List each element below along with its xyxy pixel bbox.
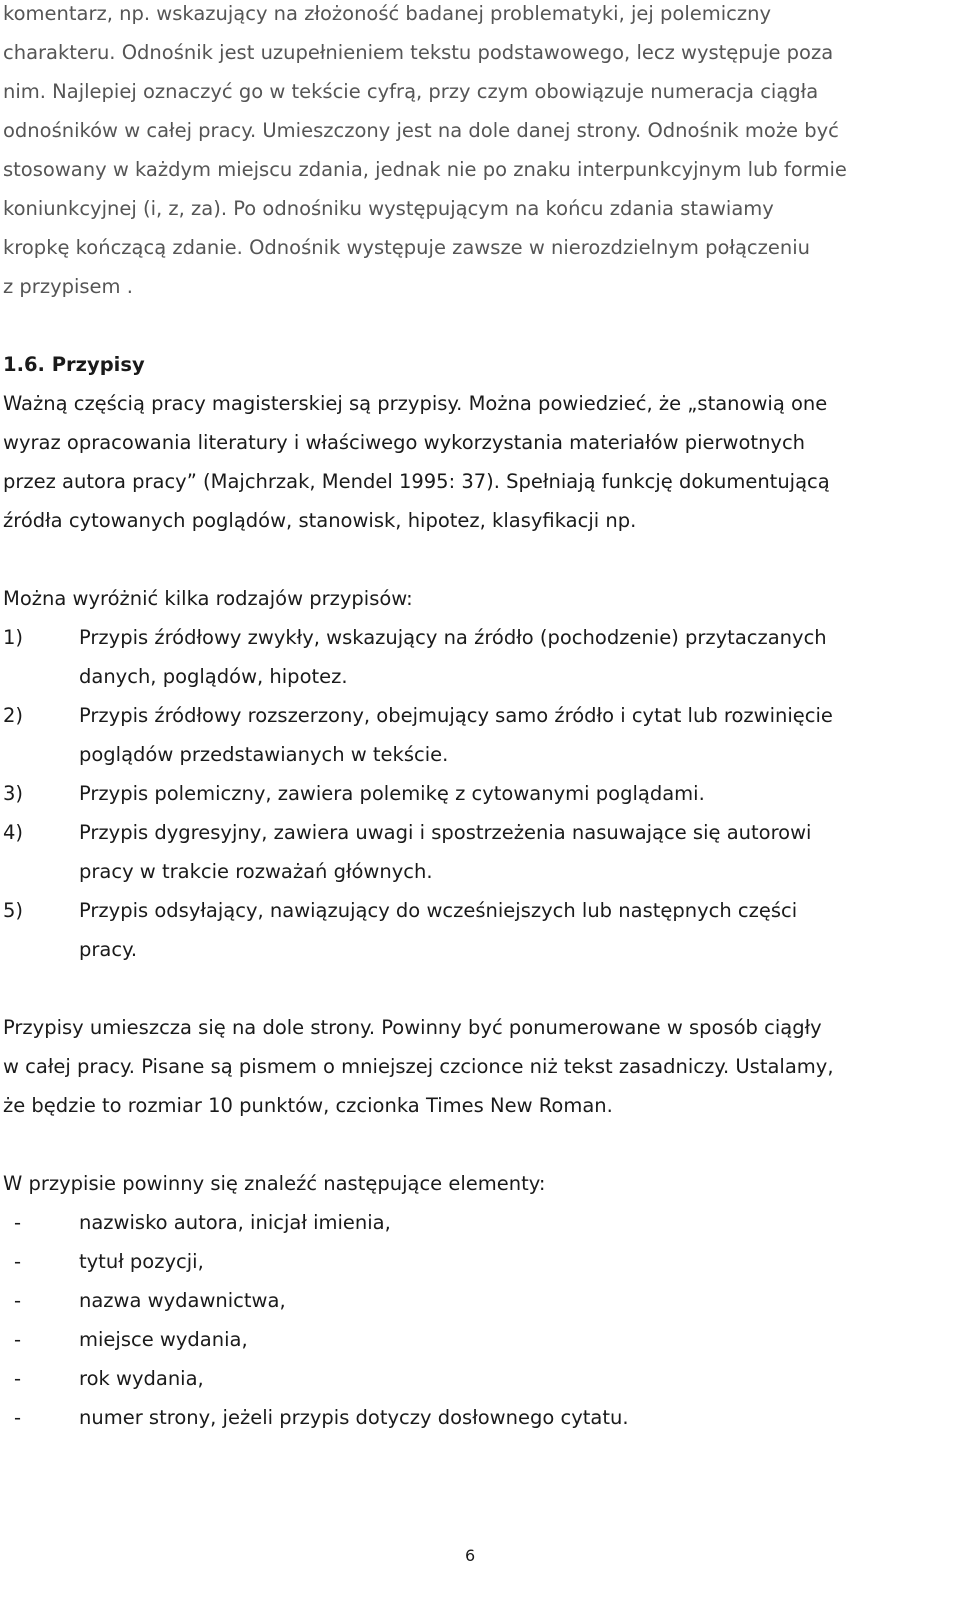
dash-bullet: - [14,1250,22,1273]
list-item-line: danych, poglądów, hipotez. [79,665,348,688]
intro-line: koniunkcyjnej (i, z, za). Po odnośniku występującym na końcu zdania stawiamy [3,197,774,220]
list-item-line: poglądów przedstawianych w tekście. [79,743,449,766]
paragraph-line: przez autora pracy” (Majchrzak, Mendel 1995: 37). Spełniają funkcję dokumentującą [3,470,830,493]
element-item: nazwa wydawnictwa, [79,1289,286,1312]
list-item-line: Przypis źródłowy rozszerzony, obejmujący samo źródło i cytat lub rozwinięcie [79,704,833,727]
paragraph-line: że będzie to rozmiar 10 punktów, czcionka Times New Roman. [3,1094,613,1117]
section-heading: 1.6. Przypisy [3,353,145,376]
element-item: nazwisko autora, inicjał imienia, [79,1211,391,1234]
element-item: rok wydania, [79,1367,204,1390]
list-marker: 3) [3,782,24,805]
list-item-line: Przypis odsyłający, nawiązujący do wcześniejszych lub następnych części [79,899,798,922]
paragraph-line: źródła cytowanych poglądów, stanowisk, hipotez, klasyfikacji np. [3,509,637,532]
list-marker: 4) [3,821,24,844]
list-item-line: pracy. [79,938,138,961]
paragraph-line: Przypisy umieszcza się na dole strony. Powinny być ponumerowane w sposób ciągły [3,1016,822,1039]
list-item-line: pracy w trakcie rozważań głównych. [79,860,433,883]
intro-line: komentarz, np. wskazujący na złożoność badanej problematyki, jej polemiczny [3,2,772,25]
intro-line: nim. Najlepiej oznaczyć go w tekście cyfrą, przy czym obowiązuje numeracja ciągła [3,80,819,103]
paragraph-line: w całej pracy. Pisane są pismem o mniejszej czcionce niż tekst zasadniczy. Ustalamy, [3,1055,834,1078]
list-intro: Można wyróżnić kilka rodzajów przypisów: [3,587,413,610]
dash-bullet: - [14,1328,22,1351]
element-item: tytuł pozycji, [79,1250,204,1273]
page-number: 6 [465,1546,476,1565]
elements-intro: W przypisie powinny się znaleźć następujące elementy: [3,1172,546,1195]
intro-line: odnośników w całej pracy. Umieszczony jest na dole danej strony. Odnośnik może być [3,119,839,142]
intro-line: charakteru. Odnośnik jest uzupełnieniem tekstu podstawowego, lecz występuje poza [3,41,834,64]
intro-line: z przypisem . [3,275,133,298]
element-item: miejsce wydania, [79,1328,248,1351]
list-item-line: Przypis źródłowy zwykły, wskazujący na źródło (pochodzenie) przytaczanych [79,626,827,649]
intro-line: kropkę kończącą zdanie. Odnośnik występuje zawsze w nierozdzielnym połączeniu [3,236,810,259]
dash-bullet: - [14,1211,22,1234]
list-item-line: Przypis polemiczny, zawiera polemikę z cytowanymi poglądami. [79,782,705,805]
paragraph-line: wyraz opracowania literatury i właściwego wykorzystania materiałów pierwotnych [3,431,806,454]
intro-line: stosowany w każdym miejscu zdania, jednak nie po znaku interpunkcyjnym lub formie [3,158,847,181]
list-item-line: Przypis dygresyjny, zawiera uwagi i spostrzeżenia nasuwające się autorowi [79,821,812,844]
dash-bullet: - [14,1367,22,1390]
element-item: numer strony, jeżeli przypis dotyczy dosłownego cytatu. [79,1406,629,1429]
dash-bullet: - [14,1289,22,1312]
list-marker: 5) [3,899,24,922]
paragraph-line: Ważną częścią pracy magisterskiej są przypisy. Można powiedzieć, że „stanowią one [3,392,828,415]
dash-bullet: - [14,1406,22,1429]
list-marker: 1) [3,626,24,649]
list-marker: 2) [3,704,24,727]
